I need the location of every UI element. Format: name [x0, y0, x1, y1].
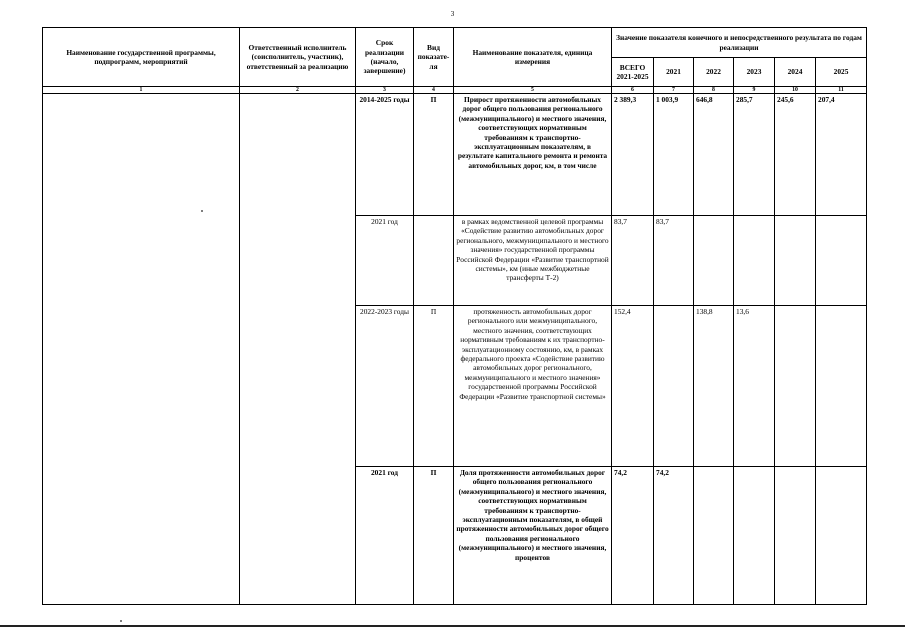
scan-bottom-edge: [0, 625, 905, 627]
value-2021: 83,7: [654, 216, 694, 306]
value-total: 83,7: [612, 216, 654, 306]
header-program: Наименование государственной программы, подпрограмм, мероприятий: [43, 28, 240, 87]
term-cell: 2022-2023 годы: [356, 306, 414, 467]
header-term: Срок реализации (начало, завершение): [356, 28, 414, 87]
value-2024: [775, 306, 816, 467]
column-number: 9: [734, 87, 775, 94]
value-2025: [816, 306, 867, 467]
column-number: 10: [775, 87, 816, 94]
value-2024: [775, 216, 816, 306]
type-cell: П: [414, 306, 454, 467]
column-number: 4: [414, 87, 454, 94]
header-row-1: [43, 28, 867, 58]
value-2023: 13,6: [734, 306, 775, 467]
value-2022: 646,8: [694, 94, 734, 216]
value-2023: 285,7: [734, 94, 775, 216]
table-row: [43, 94, 867, 216]
column-number: 8: [694, 87, 734, 94]
header-responsible: Ответственный исполнитель (соисполнитель, участник), ответственный за реализацию: [240, 28, 356, 87]
value-2022: 138,8: [694, 306, 734, 467]
value-2021: 1 003,9: [654, 94, 694, 216]
column-number: 11: [816, 87, 867, 94]
indicator-cell: Прирост протяженности автомобильных дорог общего пользования регионального (межмуниципального) и местного значения, соответствующих нормативным требованиям к транспортно-эксплуатационным показателям, в результате капитального ремонта и ремонта автомобильных дорог, км, в том числе: [454, 94, 612, 216]
column-number: 1: [43, 87, 240, 94]
column-number: 5: [454, 87, 612, 94]
scan-speck: [201, 210, 203, 212]
term-cell: 2021 год: [356, 467, 414, 605]
header-year: 2023: [734, 58, 775, 87]
value-2025: 207,4: [816, 94, 867, 216]
term-cell: 2014-2025 годы: [356, 94, 414, 216]
value-2021: 74,2: [654, 467, 694, 605]
value-2023: [734, 216, 775, 306]
value-total: 152,4: [612, 306, 654, 467]
indicator-cell: в рамках ведомственной целевой программы «Содействие развитию автомобильных дорог регионального, межмуниципального и местного значения» государственной программы Российской Федерации «Развитие транспортной системы», км (иные межбюджетные трансферты Т-2): [454, 216, 612, 306]
type-cell: [414, 216, 454, 306]
value-2024: 245,6: [775, 94, 816, 216]
column-number: 3: [356, 87, 414, 94]
column-number: 6: [612, 87, 654, 94]
value-total: 74,2: [612, 467, 654, 605]
header-year: 2021: [654, 58, 694, 87]
program-cell: [43, 94, 240, 605]
header-year: 2022: [694, 58, 734, 87]
header-values-group: Значение показателя конечного и непосредственного результата по годам реализации: [612, 28, 867, 58]
header-total: ВСЕГО 2021-2025: [612, 58, 654, 87]
header-type: Вид показате-ля: [414, 28, 454, 87]
header-year: 2025: [816, 58, 867, 87]
term-cell: 2021 год: [356, 216, 414, 306]
value-2023: [734, 467, 775, 605]
indicator-cell: Доля протяженности автомобильных дорог общего пользования регионального (межмуниципального) и местного значения, соответствующих нормативным требованиям к транспортно-эксплуатационным показателям, в общей протяженности автомобильных дорог общего пользования регионального (межмуниципального) и местного значения, процентов: [454, 467, 612, 605]
header-year: 2024: [775, 58, 816, 87]
value-2022: [694, 216, 734, 306]
value-2021: [654, 306, 694, 467]
page-number: 3: [450, 10, 455, 18]
value-2025: [816, 216, 867, 306]
responsible-cell: [240, 94, 356, 605]
value-2022: [694, 467, 734, 605]
indicator-table: [42, 27, 867, 605]
column-number: 7: [654, 87, 694, 94]
type-cell: П: [414, 94, 454, 216]
column-number-row: [43, 87, 867, 94]
indicator-cell: протяженность автомобильных дорог регионального или межмуниципального, местного значения, соответствующих нормативным требованиям к их транспортно-эксплуатационному состоянию, км, в рамках федерального проекта «Содействие развитию автомобильных дорог регионального, межмуниципального и местного значения» государственной программы Российской Федерации «Развитие транспортной системы»: [454, 306, 612, 467]
type-cell: П: [414, 467, 454, 605]
header-indicator: Наименование показателя, единица измерения: [454, 28, 612, 87]
column-number: 2: [240, 87, 356, 94]
value-total: 2 389,3: [612, 94, 654, 216]
scan-speck: [120, 620, 122, 622]
value-2025: [816, 467, 867, 605]
value-2024: [775, 467, 816, 605]
